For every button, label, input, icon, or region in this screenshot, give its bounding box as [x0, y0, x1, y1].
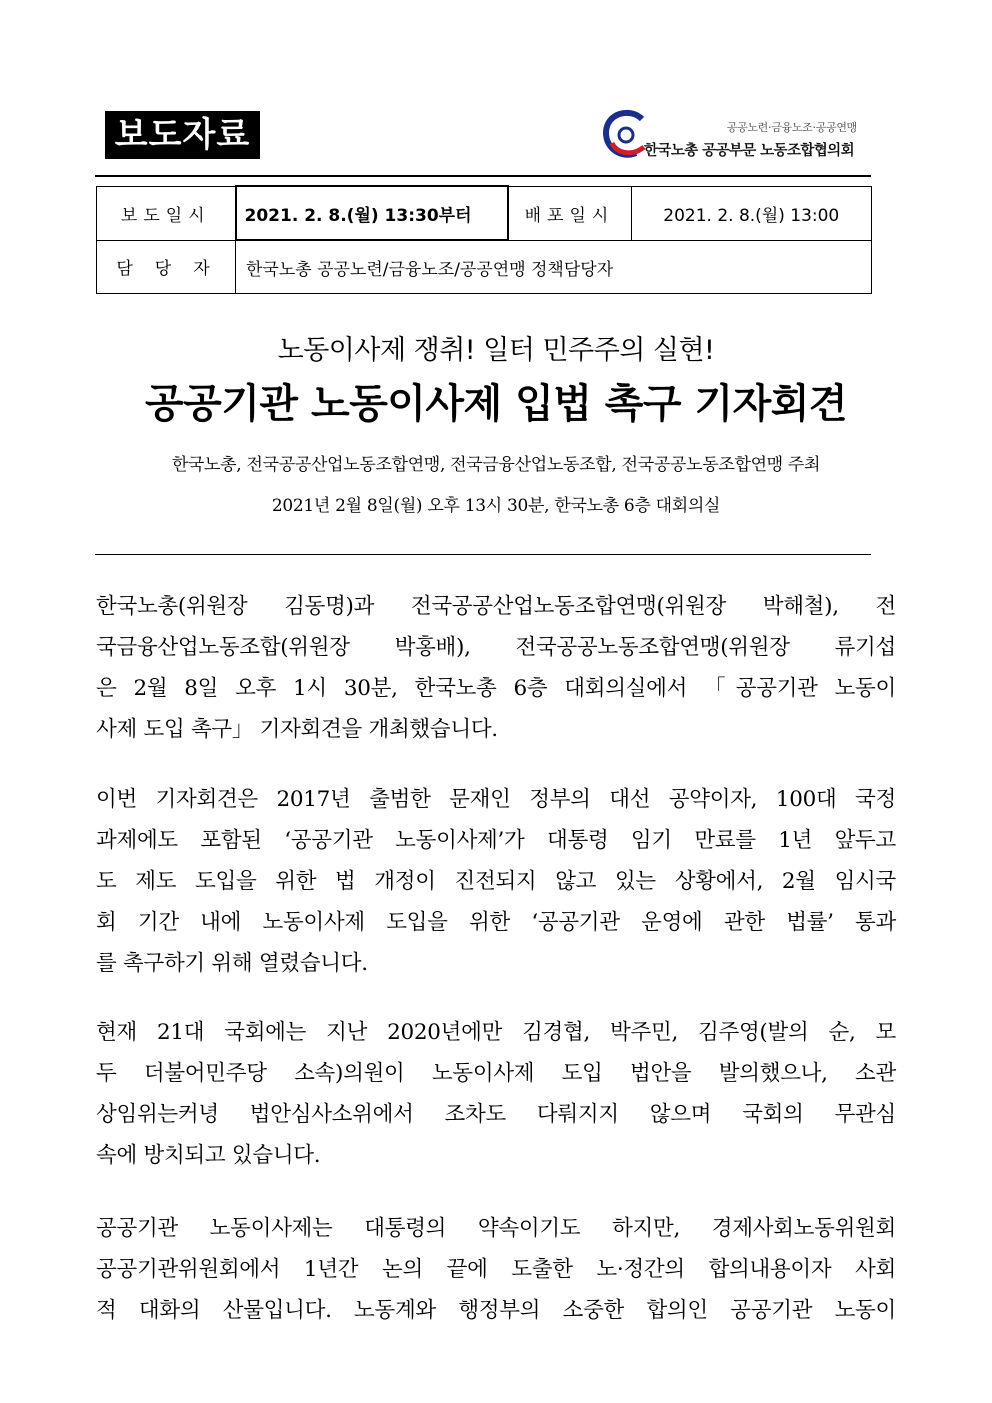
paragraph-line: 과제에도 포함된 ‘공공기관 노동이사제’가 대통령 임기 만료를 1년 앞두고	[96, 828, 896, 853]
paragraph-line: 국금융산업노동조합(위원장 박홍배), 전국공공노동조합연맹(위원장 류기섭	[96, 635, 896, 660]
release-date-value: 2021. 2. 8.(월) 13:30부터	[236, 186, 508, 240]
contact-label: 담당자	[97, 240, 236, 294]
release-date-label: 보도일시	[97, 186, 236, 240]
paragraph-line: 은 2월 8일 오후 1시 30분, 한국노총 6층 대회의실에서 「공공기관 노동이	[96, 676, 896, 701]
paragraph-line: 한국노총(위원장 김동명)과 전국공공산업노동조합연맹(위원장 박해철), 전	[96, 594, 896, 619]
paragraph-line: 두 더불어민주당 소속)의원이 노동이사제 도입 법안을 발의했으나, 소관	[96, 1061, 896, 1086]
paragraph-line: 사제 도입 촉구」 기자회견을 개최했습니다.	[96, 717, 498, 742]
event-time-place: 2021년 2월 8일(월) 오후 13시 30분, 한국노총 6층 대회의실	[271, 496, 721, 516]
union-logo-icon	[602, 109, 650, 161]
contact-value: 한국노총 공공노련/금융노조/공공연맹 정책담당자	[236, 240, 872, 294]
body-paragraph-4	[96, 1208, 896, 1331]
headline-subtitle: 노동이사제 쟁취! 일터 민주주의 실현!	[277, 335, 715, 366]
distribution-date-value: 2021. 2. 8.(월) 13:00	[631, 186, 872, 240]
paragraph-line: 도 제도 도입을 위한 법 개정이 진전되지 않고 있는 상황에서, 2월 임시국	[96, 869, 896, 894]
paragraph-line: 현재 21대 국회에는 지난 2020년에만 김경협, 박주민, 김주영(발의 순, 모	[96, 1020, 896, 1045]
paragraph-line: 적 대화의 산물입니다. 노동계와 행정부의 소중한 합의인 공공기관 노동이	[96, 1298, 896, 1323]
distribution-date-label: 배포일시	[508, 186, 632, 240]
paragraph-line: 공공기관 노동이사제는 대통령의 약속이기도 하지만, 경제사회노동위원회	[96, 1216, 896, 1241]
paragraph-line: 공공기관위원회에서 1년간 논의 끝에 도출한 노·정간의 합의내용이자 사회	[96, 1257, 896, 1282]
press-release-badge: 보도자료	[105, 111, 260, 159]
logo-title: 한국노총 공공부문 노동조합협의회	[644, 143, 855, 159]
logo-subtitle: 공공노련·금융노조·공공연맹	[726, 121, 857, 134]
event-hosts: 한국노총, 전국공공산업노동조합연맹, 전국금융산업노동조합, 전국공공노동조합연맹 주최	[171, 455, 821, 475]
body-paragraph-2	[96, 779, 896, 984]
paragraph-line: 상임위는커녕 법안심사소위에서 조차도 다뤄지지 않으며 국회의 무관심	[96, 1102, 896, 1127]
paragraph-line: 를 촉구하기 위해 열렸습니다.	[96, 951, 368, 976]
paragraph-line: 이번 기자회견은 2017년 출범한 문재인 정부의 대선 공약이자, 100대 국정	[96, 787, 896, 812]
paragraph-line: 속에 방치되고 있습니다.	[96, 1143, 321, 1168]
organization-logo	[600, 105, 875, 165]
body-paragraph-3	[96, 1012, 896, 1176]
header-divider	[95, 175, 871, 177]
headline-divider	[95, 554, 871, 555]
headline-title: 공공기관 노동이사제 입법 촉구 기자회견	[144, 381, 848, 427]
body-paragraph-1	[96, 586, 896, 750]
release-info-table	[96, 185, 872, 294]
paragraph-line: 회 기간 내에 노동이사제 도입을 위한 ‘공공기관 운영에 관한 법률’ 통과	[96, 910, 896, 935]
